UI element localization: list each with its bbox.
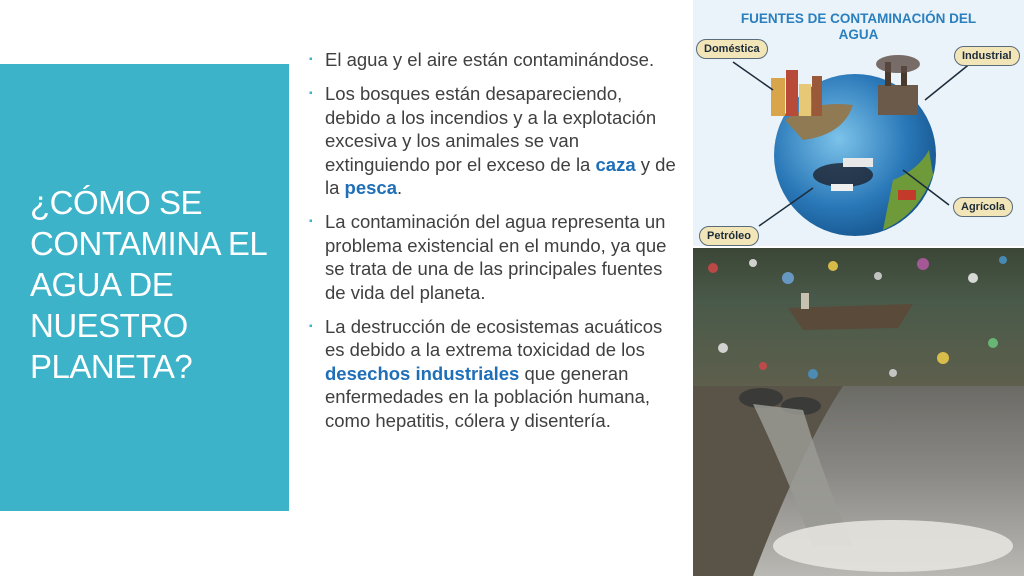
building	[786, 70, 798, 116]
pollution-sources-diagram	[693, 0, 1024, 246]
label-industrial: Industrial	[954, 46, 1020, 66]
bullet-text: que generan enfermedades en la población humana, como hepatitis, cólera y disentería.	[325, 362, 651, 431]
bullet-text: Los bosques están desapareciendo, debido a los incendios y a la explotación excesiva y los animales se van extinguiendo por el exceso de la	[325, 83, 657, 175]
bullet-item	[306, 315, 676, 432]
bullet-text: y de la	[325, 153, 676, 199]
highlighted-term: desechos industriales	[325, 362, 520, 384]
pipes-illustration	[693, 386, 1024, 576]
garbage-illustration	[693, 248, 1024, 386]
bullet-text: La contaminación del agua representa un problema existencial en el mundo, ya que se trata de una de las principales fuentes de vida del planeta.	[325, 211, 667, 303]
ship	[843, 158, 873, 167]
bullet-list	[306, 48, 676, 443]
bullet-marker-icon: ▪	[309, 54, 313, 65]
label-agricola: Agrícola	[953, 197, 1013, 217]
bullet-text: .	[397, 177, 403, 199]
highlighted-term: caza	[595, 153, 636, 175]
bullet-item	[306, 82, 676, 199]
bullet-marker-icon: ▪	[309, 216, 313, 228]
bullet-text: El agua y el aire están contaminándose.	[325, 49, 655, 70]
bullet-marker-icon: ▪	[309, 321, 313, 333]
sewage-pipes-photo	[693, 386, 1024, 576]
highlighted-term: pesca	[344, 177, 398, 199]
bullet-text: La destrucción de ecosistemas acuáticos es debido a la extrema toxicidad de los	[325, 316, 663, 361]
boatman	[801, 293, 809, 309]
factory	[878, 85, 918, 115]
ship	[831, 184, 853, 191]
bullet-item	[306, 48, 676, 71]
bullet-marker-icon: ▪	[309, 88, 313, 100]
smoke	[876, 55, 920, 73]
image-column	[693, 0, 1024, 576]
diagram-title-line2: AGUA	[838, 27, 879, 42]
polluted-river-photo	[693, 248, 1024, 386]
label-petroleo: Petróleo	[699, 226, 759, 246]
foam	[773, 520, 1013, 572]
tractor	[898, 190, 916, 200]
slide-title: ¿CÓMO SE CONTAMINA EL AGUA DE NUESTRO PLANETA?	[30, 184, 267, 385]
diagram-title-line1: FUENTES DE CONTAMINACIÓN DEL	[740, 11, 977, 26]
building	[799, 84, 811, 116]
bullet-item	[306, 210, 676, 304]
building	[771, 78, 785, 116]
building	[812, 76, 822, 116]
label-domestica: Doméstica	[696, 39, 768, 59]
leader-line	[733, 62, 773, 90]
